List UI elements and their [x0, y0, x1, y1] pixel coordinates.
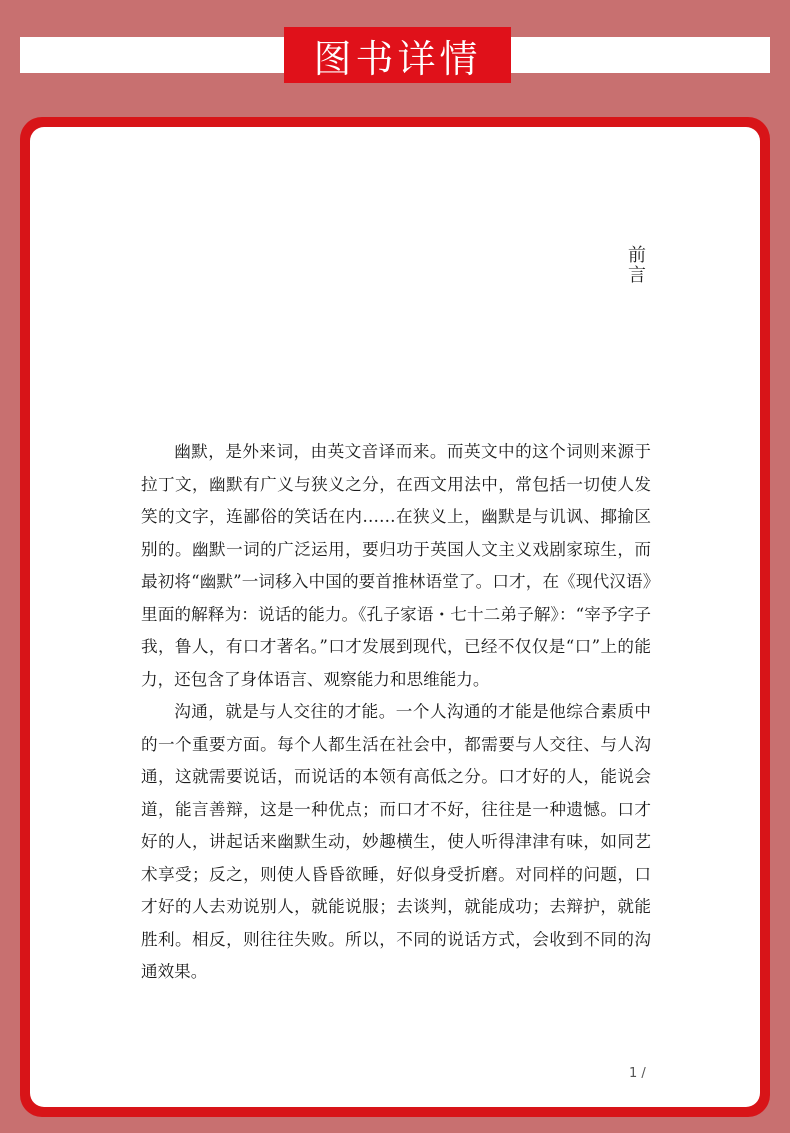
preface-heading: 前言	[625, 245, 646, 285]
page-title: 图书详情	[284, 27, 511, 83]
paragraph-humor: 幽默，是外来词，由英文音译而来。而英文中的这个词则来源于拉丁文，幽默有广义与狭义之分，在西文用法中，常包括一切使人发笑的文字，连鄙俗的笑话在内……在狭义上，幽默是与讥讽、揶揄区别的。幽默一词的广泛运用，要归功于英国人文主义戏剧家琼生，而最初将“幽默”一词移入中国的要首推林语堂了。口才，在《现代汉语》里面的解释为：说话的能力。《孔子家语・七十二弟子解》：“宰予字子我，鲁人，有口才著名。”口才发展到现代，已经不仅仅是“口”上的能力，还包含了身体语言、观察能力和思维能力。	[141, 442, 651, 689]
preface-body	[141, 436, 651, 989]
paragraph-communication: 沟通，就是与人交往的才能。一个人沟通的才能是他综合素质中的一个重要方面。每个人都生活在社会中，都需要与人交往、与人沟通，这就需要说话，而说话的本领有高低之分。口才好的人，能说会道，能言善辩，这是一种优点；而口才不好，往往是一种遗憾。口才好的人，讲起话来幽默生动，妙趣横生，使人听得津津有味，如同艺术享受；反之，则使人昏昏欲睡，好似身受折磨。对同样的问题，口才好的人去劝说别人，就能说服；去谈判，就能成功；去辩护，就能胜利。相反，则往往失败。所以，不同的说话方式，会收到不同的沟通效果。	[141, 702, 651, 981]
page-number: 1 /	[629, 1066, 646, 1081]
